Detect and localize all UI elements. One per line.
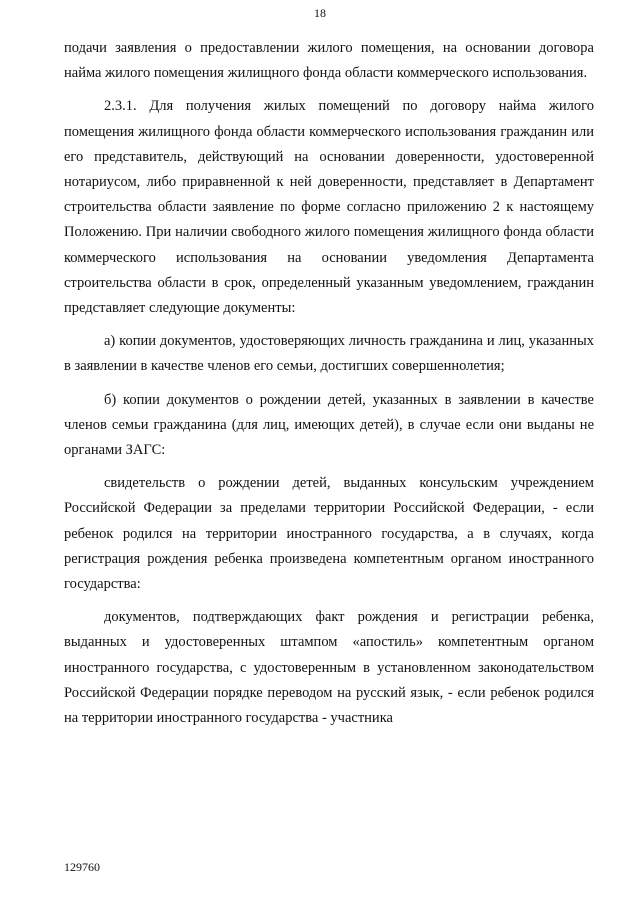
page-number: 18	[314, 6, 326, 20]
paragraph-apostille-documents: документов, подтверждающих факт рождения и регистрации ребенка, выданных и удостоверенных штампом «апостиль» компетентным органом иностранного государства, с удостоверенным в установленном законодательством Российской Федерации порядке переводом на русский язык, - если ребенок родился на территории иностранного государства - участника	[64, 609, 594, 727]
paragraph-2-3-1: 2.3.1. Для получения жилых помещений по договору найма жилого помещения жилищного фонда области коммерческого использования гражданин или его представитель, действующий на основании доверенности, удостоверенной нотариусом, либо приравненной к ней доверенности, представляет в Департамент строительства области заявление по форме согласно приложению 2 к настоящему Положению. При наличии свободного жилого помещения жилищного фонда области коммерческого использования на основании уведомления Департамента строительства области в срок, определенный указанным уведомлением, гражданин представляет следующие документы:	[64, 98, 594, 317]
document-body	[64, 36, 594, 739]
paragraph-continuation: подачи заявления о предоставлении жилого помещения, на основании договора найма жилого помещения жилищного фонда области коммерческого использования.	[64, 40, 594, 82]
paragraph-item-b: б) копии документов о рождении детей, указанных в заявлении в качестве членов семьи гражданина (для лиц, имеющих детей), в случае если они выданы не органами ЗАГС:	[64, 391, 594, 459]
document-code: 129760	[64, 860, 100, 874]
paragraph-item-a: а) копии документов, удостоверяющих личность гражданина и лиц, указанных в заявлении в качестве членов его семьи, достигших совершеннолетия;	[64, 333, 594, 375]
paragraph-birth-certificates: свидетельств о рождении детей, выданных консульским учреждением Российской Федерации за пределами территории Российской Федерации, - если ребенок родился на территории иностранного государства, а в случаях, когда регистрация рождения ребенка произведена компетентным органом иностранного государства:	[64, 475, 594, 593]
